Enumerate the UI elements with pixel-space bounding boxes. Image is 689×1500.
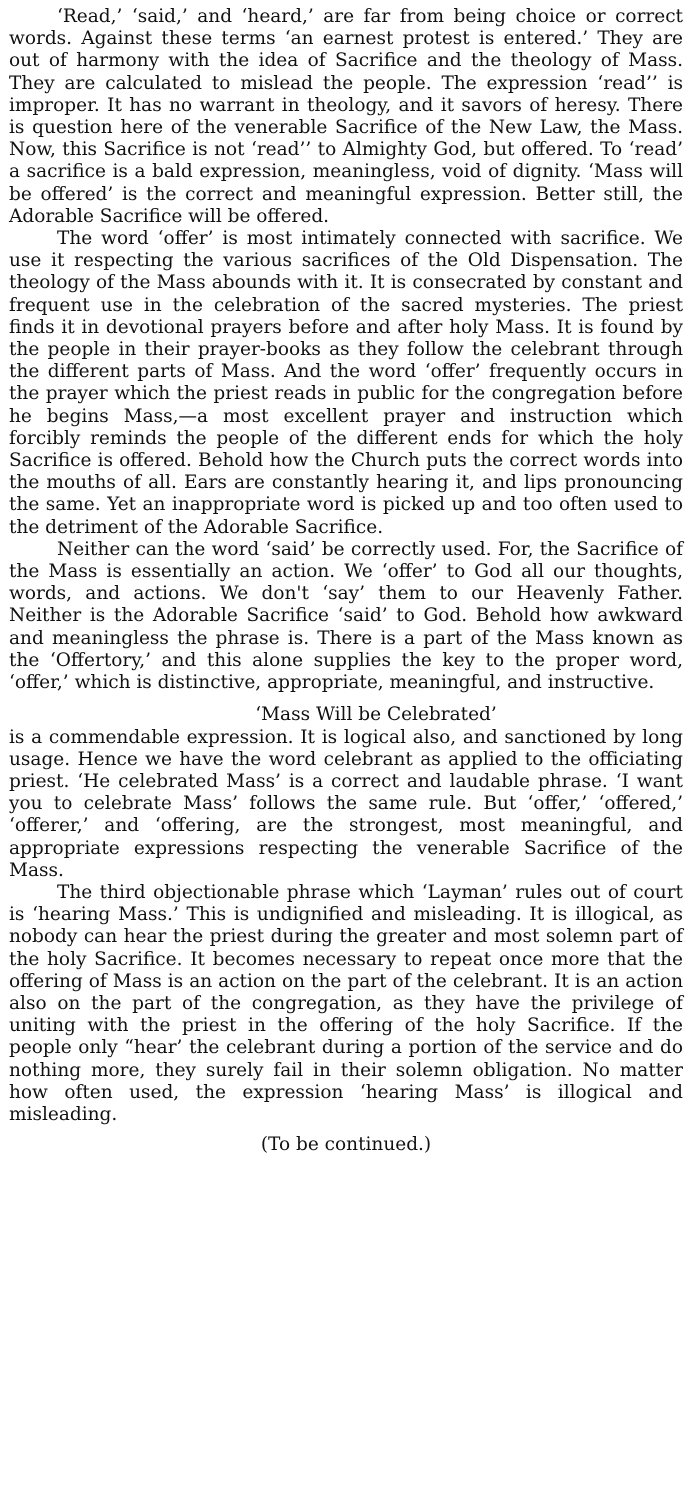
paragraph-hearing-mass: The third objectionable phrase which ‘Layman’ rules out of court is ‘hearing Mass.’ This is undignified and misleading. It is illogical, as nobody can hear the priest during the greater and most solemn part of the holy Sacrifice. It becomes necessary to repeat once more that the offering of Mass is an action on the part of the celebrant. It is an action also on the part of the congregation, as they have the privilege of uniting with the priest in the offering of the holy Sacrifice. If the people only “hear’ the celebrant during a portion of the service and do nothing more, they surely fail in their solemn obligation. No matter how often used, the expression ‘hearing Mass’ is illogical and misleading. [9,881,683,1125]
paragraph-word-said: Neither can the word ‘said’ be correctly used. For, the Sacrifice of the Mass is essentially an action. We ‘offer’ to God all our thoughts, words, and actions. We don't ‘say’ them to our Heavenly Father. Neither is the Adorable Sacrifice ‘said’ to God. Behold how awkward and meaningless the phrase is. There is a part of the Mass known as the ‘Offertory,’ and this alone supplies the key to the proper word, ‘offer,’ which is distinctive, appropriate, meaningful, and instructive. [9,538,683,694]
paragraph-commendable-expression: is a commendable expression. It is logical also, and sanctioned by long usage. Hence we have the word celebrant as applied to the officiating priest. ‘He celebrated Mass’ is a correct and laudable phrase. ‘I want you to celebrate Mass’ follows the same rule. But ‘offer,’ ‘offered,’ ‘offerer,’ and ‘offering, are the strongest, most meaningful, and appropriate expressions respecting the venerable Sacrifice of the Mass. [9,726,683,881]
to-be-continued-note: (To be continued.) [260,1134,432,1156]
paragraph-read-said-heard: ‘Read,’ ‘said,’ and ‘heard,’ are far from being choice or correct words. Against these terms ‘an earnest protest is entered.’ They are out of harmony with the idea of Sacrifice and the theology of Mass. They are calculated to mislead the people. The expression ‘read’’ is improper. It has no warrant in theology, and it savors of heresy. There is question here of the venerable Sacrifice of the New Law, the Mass. Now, this Sacrifice is not ‘read’’ to Almighty God, but offered. To ‘read’ a sacrifice is a bald expression, meaningless, void of dignity. ‘Mass will be offered’ is the correct and meaningful expression. Better still, the Adorable Sacrifice will be offered. [9,6,683,227]
section-heading-mass-will-be-celebrated: ‘Mass Will be Celebrated’ [255,704,497,726]
paragraph-word-offer: The word ‘offer’ is most intimately connected with sacrifice. We use it respecting the various sacrifices of the Old Dispensation. The theology of the Mass abounds with it. It is consecrated by constant and frequent use in the celebration of the sacred mysteries. The priest finds it in devotional prayers before and after holy Mass. It is found by the people in their prayer-books as they follow the celebrant through the different parts of Mass. And the word ‘offer’ frequently occurs in the prayer which the priest reads in public for the congregation before he begins Mass,—a most excellent prayer and instruction which forcibly reminds the people of the different ends for which the holy Sacrifice is offered. Behold how the Church puts the correct words into the mouths of all. Ears are constantly hearing it, and lips pronouncing the same. Yet an inappropriate word is picked up and too often used to the detriment of the Adorable Sacrifice. [9,228,683,538]
